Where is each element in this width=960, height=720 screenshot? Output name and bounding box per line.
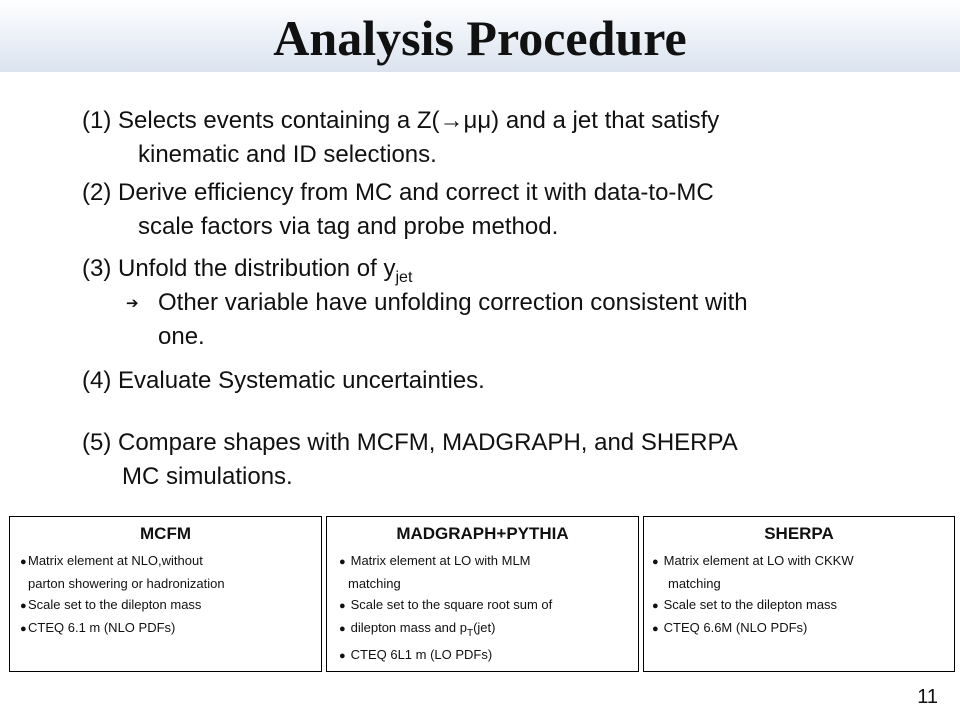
list-item: matching [348, 576, 401, 591]
bullet-icon: ● [339, 556, 346, 568]
page-number: 11 [917, 686, 938, 708]
step-5-line-2: MC simulations. [122, 463, 293, 490]
list-item: ●CTEQ 6.1 m (NLO PDFs) [10, 617, 321, 640]
bullet-icon: ● [20, 600, 27, 612]
bullet-icon: ● [652, 600, 659, 612]
bullet-icon: ● [339, 650, 346, 662]
step-3-text: (3) Unfold the distribution of y [82, 255, 396, 282]
step-4-line-1: (4) Evaluate Systematic uncertainties. [82, 367, 485, 394]
list-item: matching [668, 576, 721, 591]
sherpa-title: SHERPA [764, 524, 834, 543]
step-3-line-2 [126, 288, 748, 319]
step-5-line-1: (5) Compare shapes with MCFM, MADGRAPH, and SHERPA [82, 429, 738, 456]
madgraph-box [326, 516, 639, 672]
bullet-icon: ● [20, 556, 27, 568]
list-item: ● Matrix element at LO with CKKW [644, 550, 954, 573]
y-jet-subscript: jet [395, 269, 413, 286]
step-1-line-1: (1) Selects events containing a Z(→μμ) and a jet that satisfy [82, 107, 720, 134]
list-item: ●Scale set to the dilepton mass [10, 594, 321, 617]
list-item: ● Scale set to the dilepton mass [644, 594, 954, 617]
step-3-line-3: one. [158, 323, 205, 350]
list-item: ● Matrix element at LO with MLM [327, 550, 638, 573]
madgraph-list [327, 550, 638, 667]
step-2-line-1: (2) Derive efficiency from MC and correct it with data-to-MC [82, 179, 714, 206]
sherpa-list [644, 550, 954, 640]
list-item: ● CTEQ 6.6M (NLO PDFs) [644, 617, 954, 640]
list-item: ● Scale set to the square root sum of [327, 594, 638, 617]
slide-title: Analysis Procedure [273, 10, 687, 66]
bullet-icon: ● [652, 623, 659, 635]
bullet-icon: ● [20, 623, 27, 635]
bullet-icon: ● [339, 623, 346, 635]
pt-subscript: T [466, 628, 474, 639]
mcfm-list [10, 550, 321, 640]
mcfm-box [9, 516, 322, 672]
list-item: parton showering or hadronization [28, 576, 225, 591]
arrow-right-icon: ➔ [126, 295, 139, 312]
sherpa-box [643, 516, 955, 672]
madgraph-title: MADGRAPH+PYTHIA [396, 524, 569, 543]
step-2-line-2: scale factors via tag and probe method. [138, 213, 559, 240]
bullet-icon: ● [339, 600, 346, 612]
list-item: ●Matrix element at NLO,without [10, 550, 321, 573]
list-item: ● CTEQ 6L1 m (LO PDFs) [327, 644, 638, 667]
step-3-subpoint: Other variable have unfolding correction consistent with [158, 289, 748, 316]
mcfm-title: MCFM [140, 524, 191, 543]
step-1-line-2: kinematic and ID selections. [138, 141, 437, 168]
list-item: ● dilepton mass and $p_T(jet)$ [339, 620, 496, 639]
bullet-icon: ● [652, 556, 659, 568]
